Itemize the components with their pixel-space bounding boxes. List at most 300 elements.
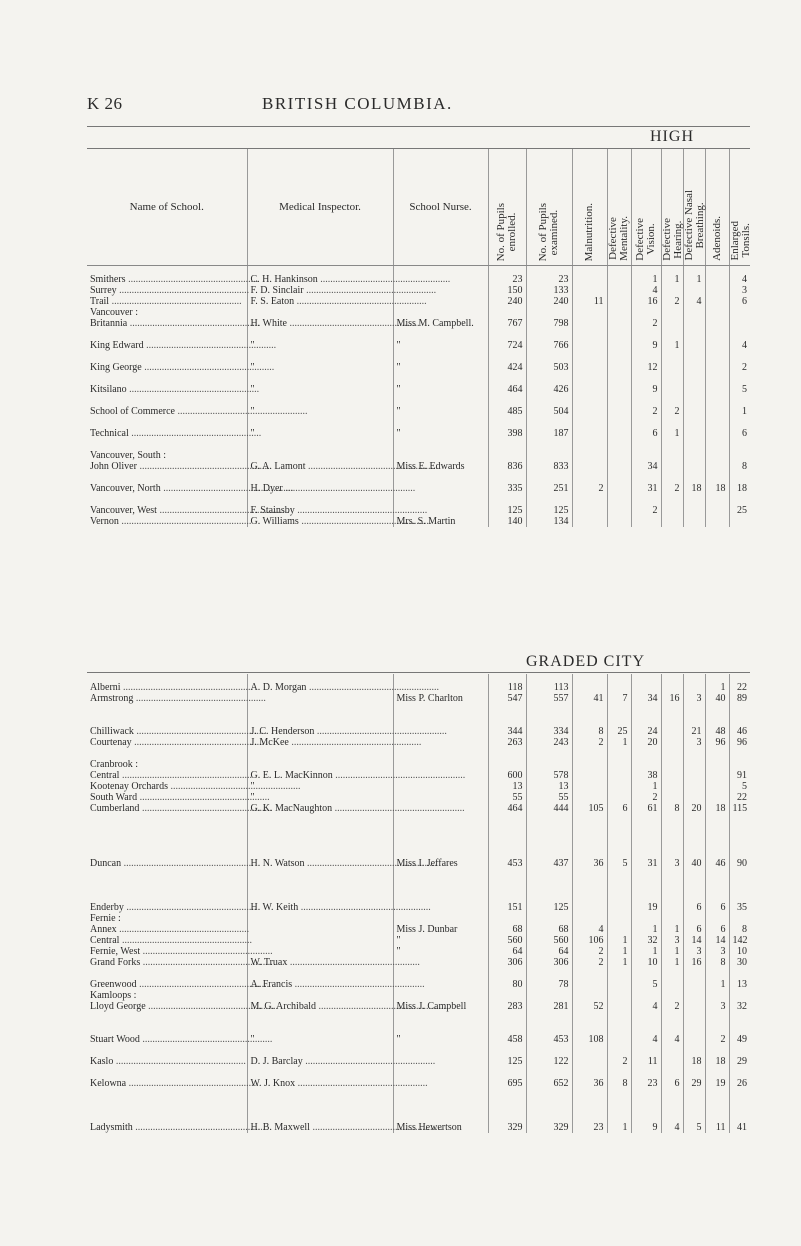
- table-cell: [393, 1111, 488, 1122]
- table-cell: [607, 439, 631, 450]
- table-cell: 68: [488, 924, 526, 935]
- table-cell: [661, 726, 683, 737]
- table-cell: [729, 748, 750, 759]
- table-cell: [729, 990, 750, 1001]
- table-cell: [488, 836, 526, 847]
- table-cell: [488, 880, 526, 891]
- table-cell: [661, 781, 683, 792]
- table-cell: [631, 1089, 661, 1100]
- table-cell: [87, 472, 247, 483]
- table-cell: Armstrong .....: [87, 693, 247, 704]
- table-cell: [87, 715, 247, 726]
- table-cell: [393, 373, 488, 384]
- table-cell: [572, 329, 607, 340]
- table-cell: [607, 362, 631, 373]
- table-cell: [488, 1067, 526, 1078]
- table-cell: [683, 417, 705, 428]
- table-cell: [393, 913, 488, 924]
- table-row: [87, 516, 750, 527]
- table-cell: [661, 1056, 683, 1067]
- table-cell: 437: [526, 858, 572, 869]
- table-cell: [247, 913, 393, 924]
- table-cell: 398: [488, 428, 526, 439]
- table-cell: [705, 704, 729, 715]
- table-cell: 41: [737, 1122, 747, 1133]
- table-row: [87, 450, 750, 461]
- table-cell: [683, 1089, 705, 1100]
- table-row: [87, 902, 750, 913]
- table-cell: [607, 266, 631, 286]
- table-row: [87, 395, 750, 406]
- table-cell: [572, 715, 607, 726]
- table-cell: [661, 990, 683, 1001]
- table-cell: 251: [526, 483, 572, 494]
- table-cell: Cranbrook :: [87, 759, 247, 770]
- table-cell: 23: [631, 1078, 661, 1089]
- table-cell: [526, 814, 572, 825]
- page-number: K 26: [87, 94, 123, 113]
- table-cell: Cumberland .....: [87, 803, 247, 814]
- table-cell: 5: [631, 979, 661, 990]
- table-row: [87, 494, 750, 505]
- table-cell: [87, 494, 247, 505]
- table-cell: [729, 814, 750, 825]
- table-cell: [705, 1089, 729, 1100]
- table-cell: [607, 329, 631, 340]
- table-cell: [526, 439, 572, 450]
- table-cell: [87, 1023, 247, 1034]
- table-cell: 1: [607, 1122, 631, 1133]
- table-cell: [661, 461, 683, 472]
- table-cell: [393, 1067, 488, 1078]
- table-cell: [87, 869, 247, 880]
- table-cell: [393, 472, 488, 483]
- table-cell: [683, 494, 705, 505]
- table-cell: 108: [572, 1034, 607, 1045]
- table-cell: 1: [607, 737, 631, 748]
- table-cell: [705, 362, 729, 373]
- table-row: [87, 472, 750, 483]
- table-row: [87, 814, 750, 825]
- table-cell: Miss I. Jeffares: [393, 858, 488, 869]
- table-row: [87, 1067, 750, 1078]
- table-cell: 2: [572, 483, 607, 494]
- table-cell: [661, 902, 683, 913]
- table-cell: [87, 748, 247, 759]
- table-cell: [705, 990, 729, 1001]
- table-cell: 3: [705, 946, 729, 957]
- table-cell: 20: [683, 803, 705, 814]
- table-cell: [683, 792, 705, 803]
- table-cell: [729, 351, 750, 362]
- table-row: [87, 362, 750, 373]
- table-cell: 2: [572, 957, 607, 968]
- table-cell: [526, 847, 572, 858]
- table-cell: [661, 1111, 683, 1122]
- table-cell: [705, 748, 729, 759]
- table-cell: [526, 869, 572, 880]
- table-cell: Smithers .....: [87, 266, 247, 286]
- table-cell: [705, 1012, 729, 1023]
- table-cell: 6: [705, 902, 729, 913]
- table-cell: [607, 902, 631, 913]
- table-cell: [247, 836, 393, 847]
- table-cell: [705, 1111, 729, 1122]
- table-cell: [729, 395, 750, 406]
- table-cell: ": [393, 406, 488, 417]
- table-cell: H. White .....: [247, 318, 393, 329]
- table-cell: [705, 461, 729, 472]
- table-cell: [247, 825, 393, 836]
- table-cell: ": [247, 340, 393, 351]
- table-cell: [729, 516, 750, 527]
- table-cell: [488, 968, 526, 979]
- table-cell: [683, 704, 705, 715]
- table-cell: [683, 836, 705, 847]
- table-row: [87, 748, 750, 759]
- table-cell: [661, 847, 683, 858]
- table-cell: [488, 913, 526, 924]
- table-cell: [729, 880, 750, 891]
- table-cell: 426: [526, 384, 572, 395]
- table-cell: [631, 825, 661, 836]
- table-cell: [631, 715, 661, 726]
- table-cell: Chilliwack .....: [87, 726, 247, 737]
- table-cell: [705, 285, 729, 296]
- table-cell: 19: [705, 1078, 729, 1089]
- table-cell: [572, 439, 607, 450]
- table-cell: [572, 836, 607, 847]
- table-cell: 106: [572, 935, 607, 946]
- table-row: [87, 781, 750, 792]
- table-row: [87, 1100, 750, 1111]
- table-cell: Greenwood .....: [87, 979, 247, 990]
- table-cell: [729, 891, 750, 902]
- table-cell: [607, 1023, 631, 1034]
- table-cell: [607, 1012, 631, 1023]
- table-cell: Ladysmith .....: [87, 1122, 247, 1133]
- table-cell: Miss P. Charlton: [393, 693, 488, 704]
- table-cell: [393, 1023, 488, 1034]
- table-cell: [729, 913, 750, 924]
- table-cell: [631, 329, 661, 340]
- table-cell: 1: [705, 674, 729, 693]
- table-cell: [247, 450, 393, 461]
- table-row: [87, 737, 750, 748]
- table-cell: [631, 1067, 661, 1078]
- table-row: [87, 307, 750, 318]
- table-cell: [393, 759, 488, 770]
- table-cell: Miss E. Edwards: [393, 461, 488, 472]
- table-cell: [87, 968, 247, 979]
- table-cell: 6: [742, 296, 747, 307]
- table-cell: 600: [488, 770, 526, 781]
- table-cell: [526, 1111, 572, 1122]
- table-cell: [705, 472, 729, 483]
- table-cell: [393, 1045, 488, 1056]
- table-cell: 134: [526, 516, 572, 527]
- table-cell: [607, 836, 631, 847]
- table-row: [87, 461, 750, 472]
- table-cell: 306: [488, 957, 526, 968]
- table-row: [87, 869, 750, 880]
- table-cell: Mrs. S. Martin: [393, 516, 488, 527]
- table-row: [87, 483, 750, 494]
- table-cell: [661, 891, 683, 902]
- table-cell: 68: [526, 924, 572, 935]
- table-cell: 29: [683, 1078, 705, 1089]
- table-cell: 40: [705, 693, 729, 704]
- table-row: [87, 340, 750, 351]
- table-cell: [705, 351, 729, 362]
- table-cell: 118: [488, 674, 526, 693]
- table-cell: [705, 968, 729, 979]
- table-cell: 453: [488, 858, 526, 869]
- table-cell: [572, 704, 607, 715]
- table-cell: M. G. Archibald .....: [247, 1001, 393, 1012]
- table-cell: F. S. Eaton .....: [247, 296, 393, 307]
- table-cell: [705, 770, 729, 781]
- table-cell: [661, 450, 683, 461]
- table-cell: [572, 373, 607, 384]
- table-cell: [393, 1089, 488, 1100]
- table-cell: [607, 285, 631, 296]
- table-cell: [661, 825, 683, 836]
- table-cell: [729, 1089, 750, 1100]
- column-header: Adenoids.: [705, 149, 729, 266]
- table-cell: [661, 516, 683, 527]
- table-cell: 240: [526, 296, 572, 307]
- table-cell: [247, 1045, 393, 1056]
- table-cell: [393, 990, 488, 1001]
- table-cell: 46: [705, 858, 729, 869]
- table-cell: [705, 307, 729, 318]
- table-cell: 21: [683, 726, 705, 737]
- table-cell: [661, 439, 683, 450]
- table-cell: 31: [631, 858, 661, 869]
- table-cell: [661, 351, 683, 362]
- table-cell: 1: [607, 946, 631, 957]
- table-cell: [572, 406, 607, 417]
- table-cell: [247, 847, 393, 858]
- table-cell: [572, 792, 607, 803]
- table-cell: [661, 1100, 683, 1111]
- table-cell: [661, 880, 683, 891]
- table-cell: 836: [488, 461, 526, 472]
- table-cell: Vancouver :: [87, 307, 247, 318]
- column-header: Defective Mentality.: [607, 149, 631, 266]
- table-cell: [607, 770, 631, 781]
- table-cell: [572, 880, 607, 891]
- table-cell: King George .....: [87, 362, 247, 373]
- table-cell: [607, 395, 631, 406]
- table-cell: [393, 836, 488, 847]
- table-cell: [572, 759, 607, 770]
- table-cell: 25: [607, 726, 631, 737]
- table-cell: 80: [488, 979, 526, 990]
- table-cell: 5: [607, 858, 631, 869]
- table-cell: [607, 307, 631, 318]
- table-cell: [705, 1067, 729, 1078]
- table-cell: [87, 825, 247, 836]
- table-cell: 18: [737, 483, 747, 494]
- table-cell: [607, 384, 631, 395]
- table-cell: 1: [661, 957, 683, 968]
- table-cell: 125: [488, 1056, 526, 1067]
- table-row: [87, 1111, 750, 1122]
- table-row: [87, 715, 750, 726]
- table-row: [87, 329, 750, 340]
- table-cell: [729, 1045, 750, 1056]
- table-cell: [607, 748, 631, 759]
- table-cell: [572, 362, 607, 373]
- table-cell: [683, 472, 705, 483]
- table-cell: [607, 979, 631, 990]
- table-cell: [247, 1100, 393, 1111]
- table-cell: 8: [661, 803, 683, 814]
- table-cell: [661, 737, 683, 748]
- table-cell: [729, 373, 750, 384]
- table-cell: [661, 417, 683, 428]
- table-cell: [572, 781, 607, 792]
- table-cell: [393, 880, 488, 891]
- table-cell: [572, 770, 607, 781]
- table-cell: [729, 318, 750, 329]
- table-cell: [607, 924, 631, 935]
- table-cell: Trail .....: [87, 296, 247, 307]
- table-cell: [683, 880, 705, 891]
- table-cell: 14: [683, 935, 705, 946]
- table-cell: ": [393, 384, 488, 395]
- table-cell: [631, 836, 661, 847]
- table-cell: [661, 373, 683, 384]
- table-cell: [572, 825, 607, 836]
- table-cell: [661, 307, 683, 318]
- table-cell: 3: [683, 737, 705, 748]
- table-cell: 18: [705, 1056, 729, 1067]
- table-cell: [526, 1023, 572, 1034]
- table-cell: 281: [526, 1001, 572, 1012]
- table-cell: [87, 439, 247, 450]
- table-cell: [683, 384, 705, 395]
- table-cell: [87, 814, 247, 825]
- table-cell: 3: [742, 285, 747, 296]
- table-cell: [705, 880, 729, 891]
- table-cell: [631, 847, 661, 858]
- table-cell: [607, 715, 631, 726]
- table-row: [87, 351, 750, 362]
- table-cell: [393, 494, 488, 505]
- table-cell: 125: [526, 505, 572, 516]
- table-cell: [393, 715, 488, 726]
- table-cell: [572, 505, 607, 516]
- table-cell: 31: [631, 483, 661, 494]
- table-cell: [631, 450, 661, 461]
- table-cell: [729, 450, 750, 461]
- table-cell: ": [393, 428, 488, 439]
- table-cell: 6: [631, 428, 661, 439]
- table-cell: [607, 494, 631, 505]
- table-cell: F. D. Sinclair .....: [247, 285, 393, 296]
- table-cell: [393, 781, 488, 792]
- table-cell: [87, 329, 247, 340]
- table-cell: [607, 351, 631, 362]
- table-cell: 3: [661, 858, 683, 869]
- table-row: [87, 836, 750, 847]
- table-cell: [729, 836, 750, 847]
- table-cell: 96: [737, 737, 747, 748]
- table-cell: [661, 1089, 683, 1100]
- table-cell: [572, 902, 607, 913]
- table-cell: 5: [742, 781, 747, 792]
- table-cell: [631, 891, 661, 902]
- table-row: [87, 1089, 750, 1100]
- table-cell: [488, 990, 526, 1001]
- table-cell: W. J. Knox .....: [247, 1078, 393, 1089]
- table-cell: 4: [742, 274, 747, 285]
- table-cell: [705, 439, 729, 450]
- table-row: [87, 1012, 750, 1023]
- table-cell: [683, 1034, 705, 1045]
- table-row: [87, 1034, 750, 1045]
- table-cell: 34: [631, 461, 661, 472]
- table-cell: [705, 825, 729, 836]
- table-cell: [705, 494, 729, 505]
- table-row: [87, 726, 750, 737]
- table-cell: [705, 792, 729, 803]
- table-cell: 424: [488, 362, 526, 373]
- table-cell: 9: [631, 384, 661, 395]
- section-heading-high: HIGH: [650, 128, 694, 145]
- table-row: [87, 1078, 750, 1089]
- table-cell: [247, 417, 393, 428]
- table-cell: [488, 395, 526, 406]
- table-cell: 557: [526, 693, 572, 704]
- table-cell: 2: [661, 483, 683, 494]
- table-cell: 798: [526, 318, 572, 329]
- table-cell: 32: [737, 1001, 747, 1012]
- table-cell: Vancouver, North .....: [87, 483, 247, 494]
- table-cell: [488, 472, 526, 483]
- table-row: [87, 1023, 750, 1034]
- table-cell: [607, 505, 631, 516]
- table-cell: 9: [631, 340, 661, 351]
- table-cell: [488, 351, 526, 362]
- table-cell: [705, 340, 729, 351]
- column-header: Name of School.: [87, 149, 247, 266]
- table-cell: [526, 836, 572, 847]
- table-cell: [572, 847, 607, 858]
- table-cell: [247, 329, 393, 340]
- table-cell: 458: [488, 1034, 526, 1045]
- table-cell: G. A. Lamont .....: [247, 461, 393, 472]
- table-cell: [607, 406, 631, 417]
- table-cell: 504: [526, 406, 572, 417]
- table-row: [87, 704, 750, 715]
- table-row: [87, 990, 750, 1001]
- table-cell: [631, 373, 661, 384]
- column-header: School Nurse.: [393, 149, 488, 266]
- table-cell: [572, 1045, 607, 1056]
- table-cell: [631, 472, 661, 483]
- table-cell: [607, 472, 631, 483]
- table-cell: Central .....: [87, 770, 247, 781]
- table-cell: Lloyd George .....: [87, 1001, 247, 1012]
- table-cell: [526, 307, 572, 318]
- column-header: Medical Inspector.: [247, 149, 393, 266]
- table-cell: [683, 1001, 705, 1012]
- table-cell: [683, 1012, 705, 1023]
